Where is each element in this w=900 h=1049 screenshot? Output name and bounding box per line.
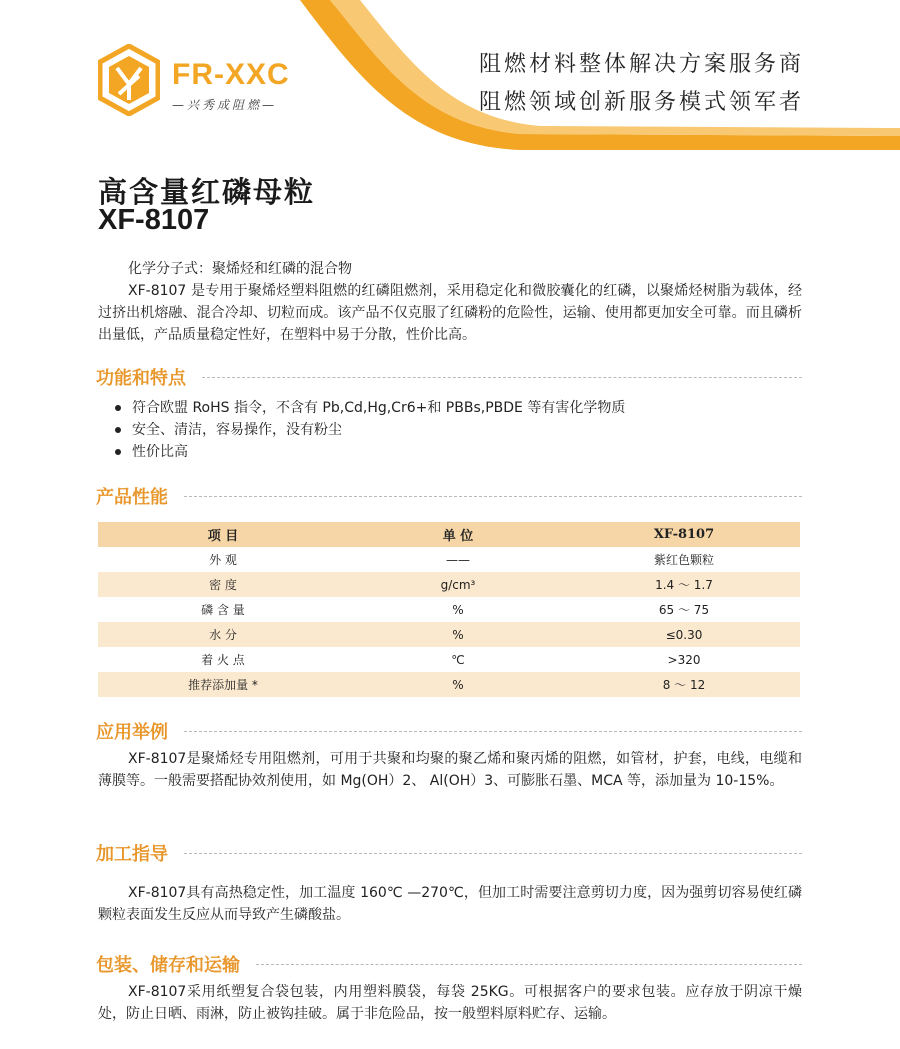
performance-table [98, 522, 800, 697]
section-processing [96, 840, 802, 866]
table-cell: 水 分 [98, 622, 348, 647]
product-description: XF-8107 是专用于聚烯烃塑料阻燃的红磷阻燃剂，采用稳定化和微胶囊化的红磷，以聚烯烃树脂为载体，经过挤出机熔融、混合冷却、切粒而成。该产品不仅克服了红磷粉的危险性，运输、使用都更加安全可靠。而且磷析出量低，产品质量稳定性好，在塑料中易于分散，性价比高。 [98, 283, 802, 343]
table-cell: ℃ [348, 647, 568, 672]
section-performance [96, 483, 802, 509]
table-header-cell: 项 目 [98, 522, 348, 547]
section-divider [184, 496, 802, 497]
table-header-row [98, 522, 800, 547]
table-cell: 1.4 ～ 1.7 [568, 572, 800, 597]
brand-name: FR-XXC [172, 58, 290, 91]
table-cell: 外 观 [98, 547, 348, 572]
list-item: 安全、清洁，容易操作，没有粉尘 [114, 419, 625, 441]
table-row [98, 572, 800, 597]
table-cell: % [348, 597, 568, 622]
product-name: 高含量红磷母粒 [98, 175, 316, 209]
section-title: 加工指导 [96, 844, 168, 865]
table-cell: —— [348, 547, 568, 572]
table-row [98, 672, 800, 697]
table-cell: g/cm³ [348, 572, 568, 597]
tagline-1: 阻燃材料整体解决方案服务商 [478, 52, 804, 77]
section-packaging [96, 951, 802, 977]
section-title: 应用举例 [96, 722, 168, 743]
page-header [0, 0, 900, 150]
application-text: XF-8107是聚烯烃专用阻燃剂，可用于共聚和均聚的聚乙烯和聚丙烯的阻燃，如管材，护套，电线，电缆和薄膜等。一般需要搭配协效剂使用，如 Mg(OH）2、 Al(OH）3、可膨胀石墨、MCA 等，添加量为 10-15%。 [98, 751, 802, 789]
company-logo-icon [98, 44, 160, 116]
tagline-2: 阻燃领域创新服务模式领军者 [478, 90, 804, 115]
table-row [98, 547, 800, 572]
list-item: 性价比高 [114, 441, 625, 463]
packaging-text: XF-8107采用纸塑复合袋包装，内用塑料膜袋，每袋 25KG。可根据客户的要求包装。应存放于阴凉干燥处，防止日晒、雨淋，防止被钩挂破。属于非危险品，按一般塑料原料贮存、运输。 [98, 984, 802, 1022]
section-divider [202, 377, 802, 378]
table-header-cell: 单 位 [348, 522, 568, 547]
product-code: XF-8107 [98, 204, 210, 236]
table-cell: >320 [568, 647, 800, 672]
section-title: 功能和特点 [96, 368, 186, 389]
table-cell: 磷 含 量 [98, 597, 348, 622]
features-list [114, 397, 625, 463]
table-cell: 推荐添加量 * [98, 672, 348, 697]
table-cell: 65 ～ 75 [568, 597, 800, 622]
table-cell: 8 ～ 12 [568, 672, 800, 697]
section-features [96, 364, 802, 390]
table-header-cell: XF-8107 [568, 522, 800, 547]
table-cell: 紫红色颗粒 [568, 547, 800, 572]
section-title: 产品性能 [96, 487, 168, 508]
section-application [96, 718, 802, 744]
list-item: 符合欧盟 RoHS 指令，不含有 Pb,Cd,Hg,Cr6+和 PBBs,PBDE 等有害化学物质 [114, 397, 625, 419]
table-cell: % [348, 672, 568, 697]
brand-slogan: —兴秀成阻燃— [172, 98, 278, 112]
section-divider [184, 853, 802, 854]
table-row [98, 597, 800, 622]
table-cell: ≤0.30 [568, 622, 800, 647]
processing-text: XF-8107具有高热稳定性，加工温度 160℃ —270℃，但加工时需要注意剪切力度，因为强剪切容易使红磷颗粒表面发生反应从而导致产生磷酸盐。 [98, 885, 802, 923]
section-divider [184, 731, 802, 732]
table-cell: % [348, 622, 568, 647]
table-cell: 密 度 [98, 572, 348, 597]
section-divider [256, 964, 802, 965]
section-title: 包装、储存和运输 [96, 955, 240, 976]
table-row [98, 622, 800, 647]
table-cell: 着 火 点 [98, 647, 348, 672]
table-row [98, 647, 800, 672]
chemical-formula: 化学分子式：聚烯烃和红磷的混合物 [128, 261, 352, 277]
